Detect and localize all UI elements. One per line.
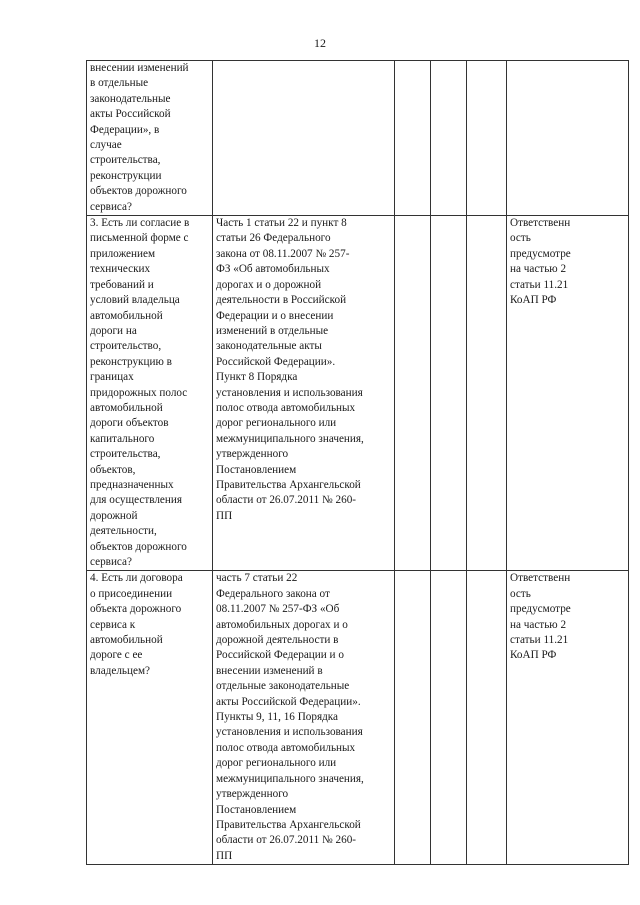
question-cell bbox=[87, 571, 213, 865]
legal-reference-cell bbox=[213, 571, 395, 865]
yes-cell bbox=[395, 216, 431, 571]
question-text: внесении изменений в отдельные законодательные акты Российской Федерации», в случае строительства, реконструкции объектов дорожного сервиса? bbox=[90, 62, 189, 213]
not-applicable-cell bbox=[467, 61, 507, 216]
no-cell bbox=[431, 216, 467, 571]
not-applicable-cell bbox=[467, 571, 507, 865]
question-text: 3. Есть ли согласие в письменной форме с приложением технических требований и условий владельца автомобильной дороги на строительство, реконструкцию в границах придорожных полос автомобильной дороги объектов капитального строительства, объектов, предназначенных для осуществления дорожной деятельности, объектов дорожного сервиса? bbox=[90, 217, 190, 568]
legal-reference-cell bbox=[213, 61, 395, 216]
responsibility-cell bbox=[507, 216, 629, 571]
page-number: 12 bbox=[314, 36, 326, 50]
table-row bbox=[87, 571, 629, 865]
table-row bbox=[87, 216, 629, 571]
legal-reference-text: часть 7 статьи 22 Федерального закона от 08.11.2007 № 257-ФЗ «Об автомобильных дорогах и о дорожной деятельности в Российской Федерации и о внесении изменений в отдельные законодательные акты Российской Федерации». Пункты 9, 11, 16 Порядка установления и использования полос отвода автомобильных дорог регионального или межмуниципального значения, утвержденного Постановлением Правительства Архангельской области от 26.07.2011 № 260- ПП bbox=[216, 572, 364, 862]
yes-cell bbox=[395, 571, 431, 865]
responsibility-text: Ответственн ость предусмотре на частью 2 статьи 11.21 КоАП РФ bbox=[510, 217, 571, 307]
not-applicable-cell bbox=[467, 216, 507, 571]
question-text: 4. Есть ли договора о присоединении объекта дорожного сервиса к автомобильной дороге с ее владельцем? bbox=[90, 572, 183, 677]
yes-cell bbox=[395, 61, 431, 216]
responsibility-cell bbox=[507, 571, 629, 865]
legal-reference-cell bbox=[213, 216, 395, 571]
legal-reference-text: Часть 1 статьи 22 и пункт 8 статьи 26 Федерального закона от 08.11.2007 № 257- ФЗ «Об автомобильных дорогах и о дорожной деятельности в Российской Федерации и о внесении изменений в отдельные законодательные акты Российской Федерации». Пункт 8 Порядка установления и использования полос отвода автомобильных дорог регионального или межмуниципального значения, утвержденного Постановлением Правительства Архангельской области от 26.07.2011 № 260- ПП bbox=[216, 217, 364, 522]
table-row bbox=[87, 61, 629, 216]
responsibility-cell bbox=[507, 61, 629, 216]
question-cell bbox=[87, 216, 213, 571]
responsibility-text: Ответственн ость предусмотре на частью 2 статьи 11.21 КоАП РФ bbox=[510, 572, 571, 662]
no-cell bbox=[431, 61, 467, 216]
checklist-table bbox=[86, 60, 629, 865]
no-cell bbox=[431, 571, 467, 865]
question-cell bbox=[87, 61, 213, 216]
